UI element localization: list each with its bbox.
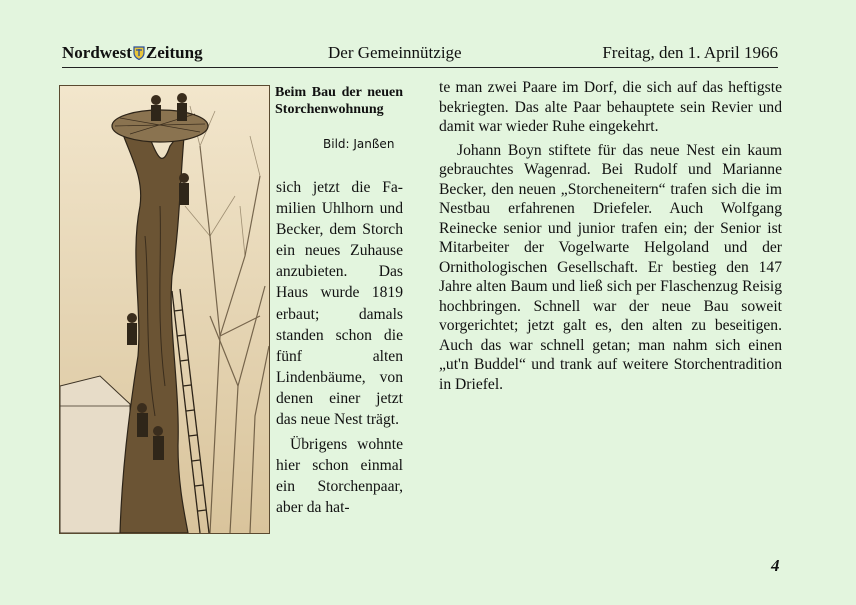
article-column-1: [276, 177, 403, 519]
news-photo: [59, 85, 270, 534]
section-title: Der Gemeinnützige: [328, 43, 462, 62]
article-paragraph: sich jetzt die Familien Uhlhorn und Becker, dem Storch ein neues Zuhause anzubieten. Das Haus wurde 1819 erbaut; damals standen schon die fünf alten Lindenbäume, von denen einer jetzt das neue Nest trägt.: [276, 179, 403, 429]
photo-credit: Bild: Janßen: [323, 137, 395, 151]
issue-date: Freitag, den 1. April 1966: [602, 43, 778, 62]
article-paragraph: Johann Boyn stiftete für das neue Nest ein kaum gebrauchtes Wagenrad. Bei Rudolf und Marianne Becker, den neuen „Storcheneitern“ trafen sich die im Nestbau erfahrenen Driefeler. Auch Wolfgang Reinecke senior und junior trafen ein; der Senior ist Mitarbeiter der Vogelwarte Helgoland und der Ornithologischen Gesellschaft. Er bestieg den 147 Jahre alten Baum und ließ sich per Flaschenzug Reisig hochbringen. Schnell war der neue Bau soweit vorgerichtet; jetzt galt es, den alten zu beseitigen. Auch das war schnell getan; man nahm sich einen „ut'n Buddel“ und trank auf weitere Storchentradition in Driefel.: [439, 141, 782, 393]
article-column-2: [439, 78, 782, 394]
article-paragraph: te man zwei Paare im Dorf, die sich auf das heftigste bekriegten. Das alte Paar behauptete sein Revier und damit war wieder Ruhe eingekehrt.: [439, 79, 782, 135]
masthead-name-right: Zeitung: [145, 43, 203, 62]
masthead: [62, 43, 203, 63]
photo-caption: Beim Bau der neuen Storchenwohnung: [275, 85, 403, 117]
coat-of-arms-icon: [133, 45, 145, 59]
masthead-name-left: Nordwest: [62, 43, 132, 62]
page-number: 4: [771, 556, 780, 575]
article-paragraph: Übrigens wohnte hier schon einmal ein Storchenpaar, aber da hat-: [276, 436, 403, 517]
newspaper-header: [62, 43, 778, 68]
